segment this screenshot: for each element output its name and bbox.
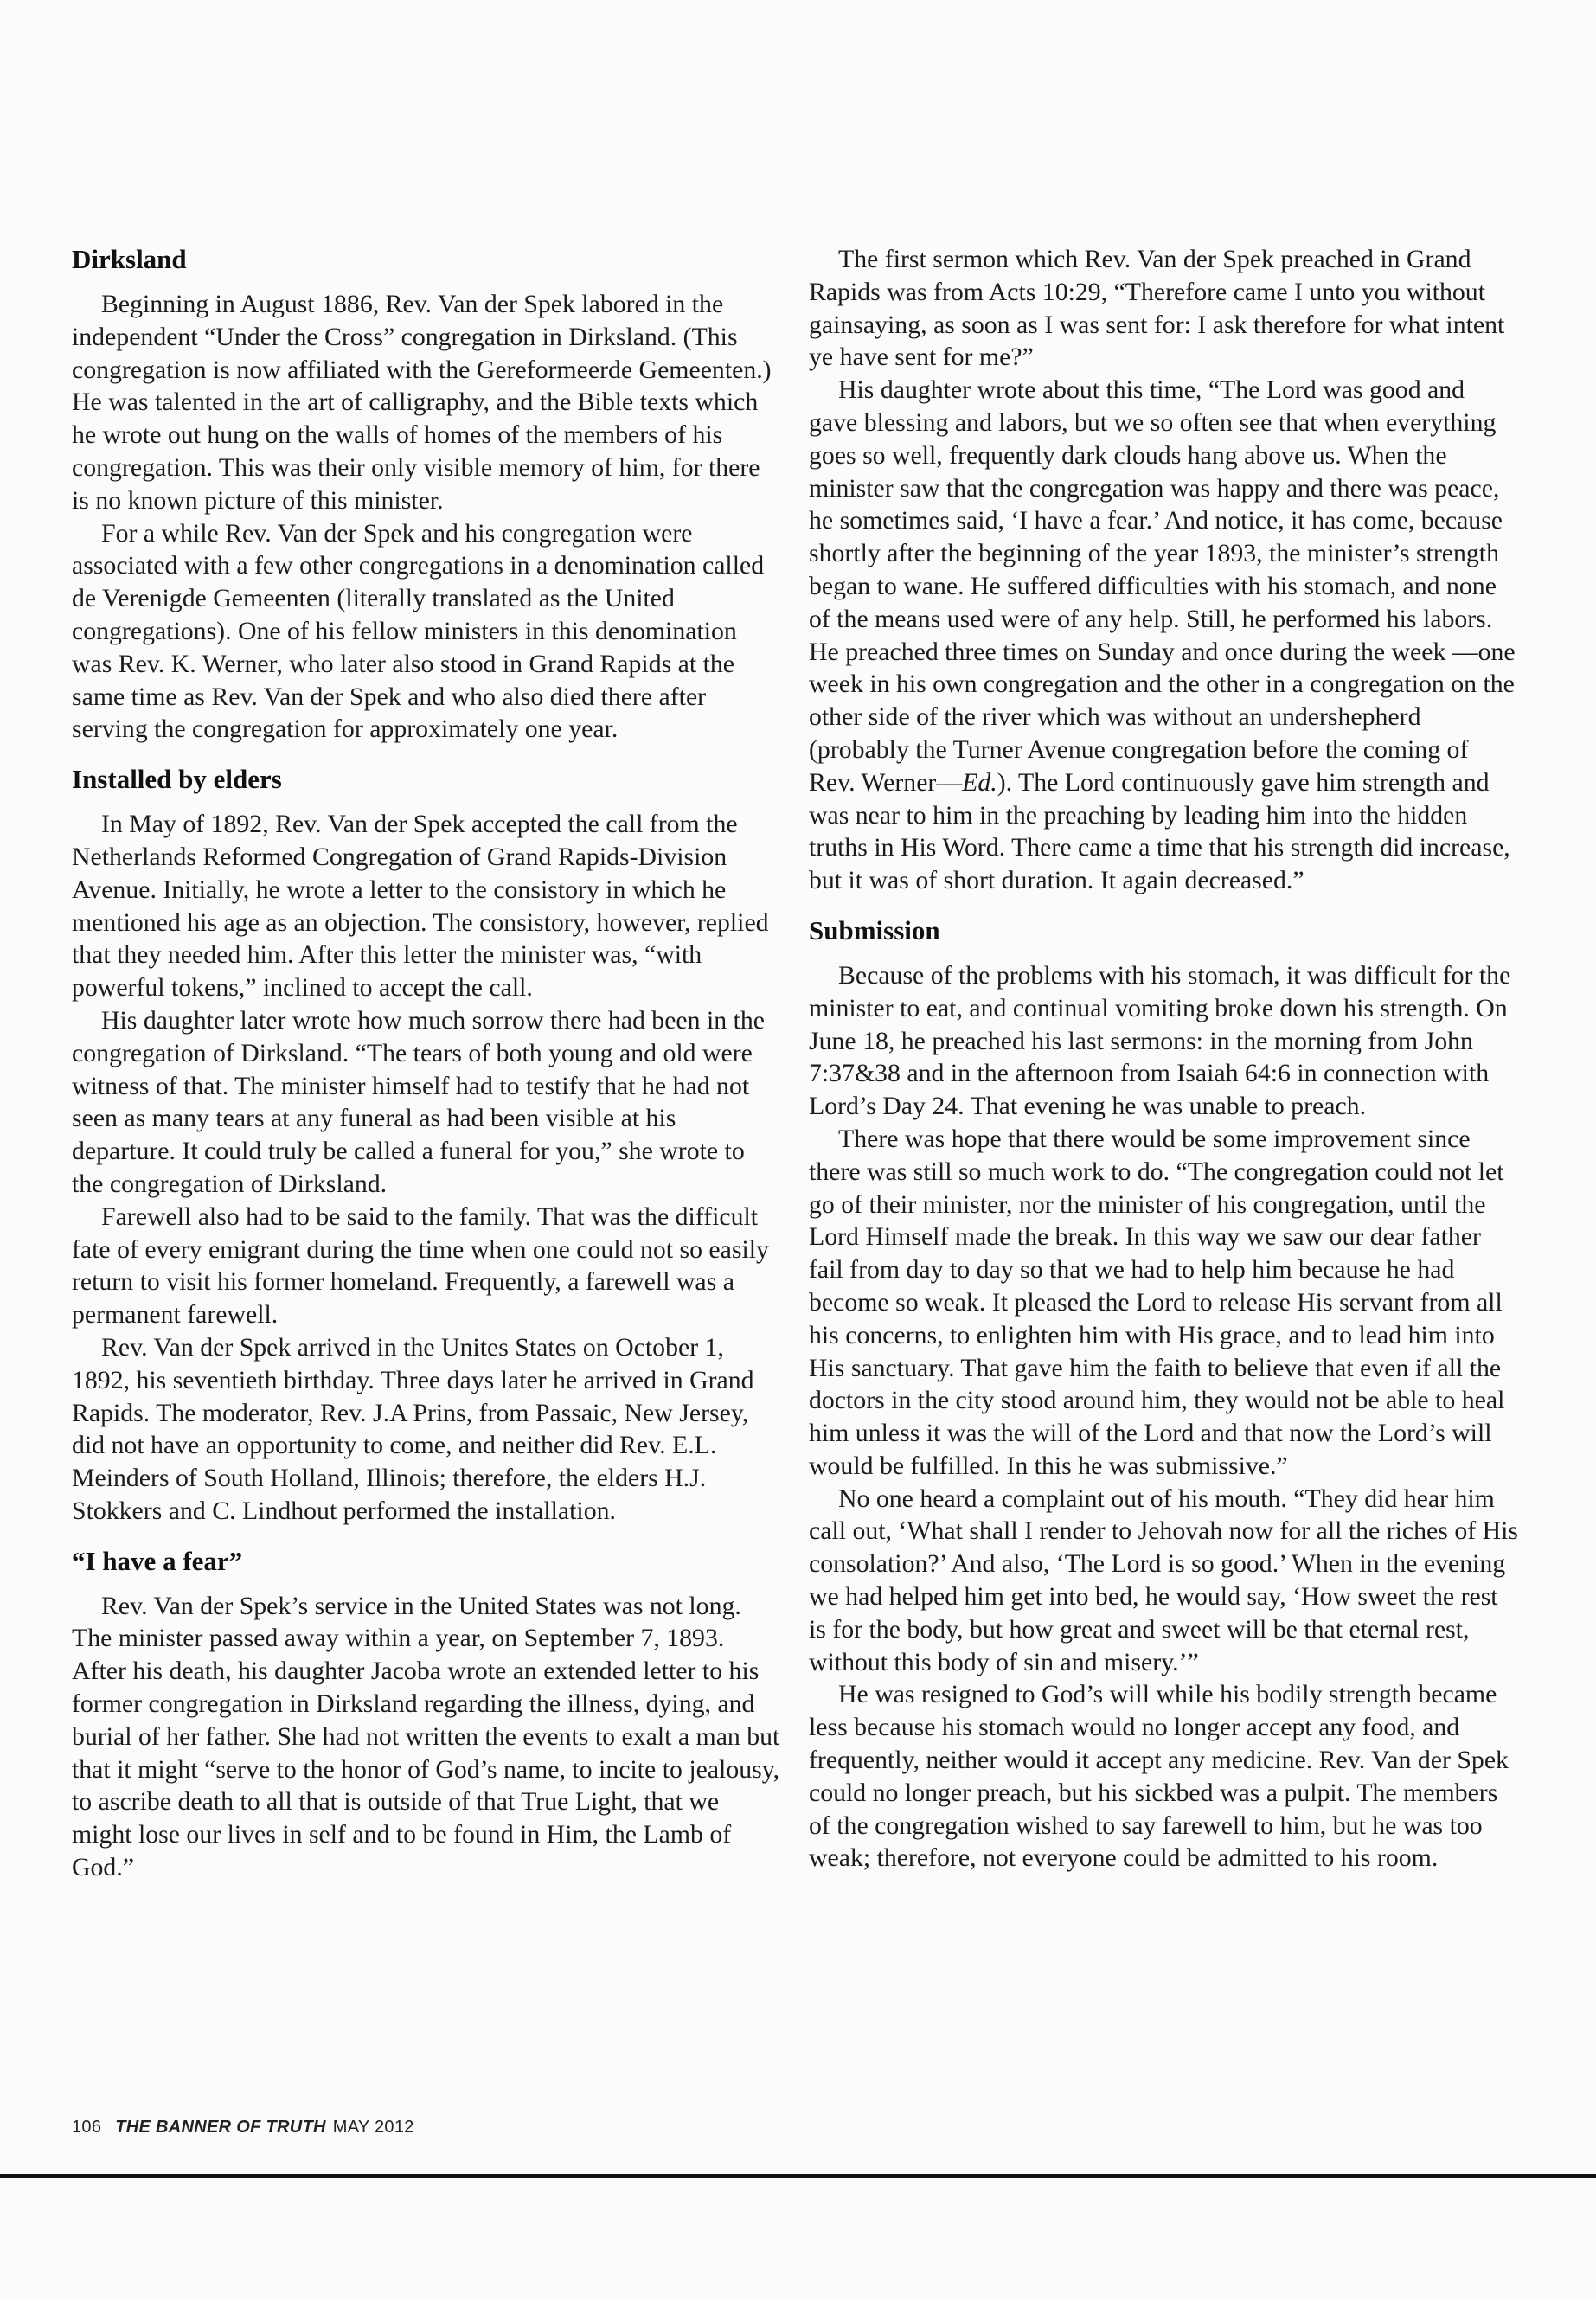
paragraph <box>809 374 1518 897</box>
paragraph: There was hope that there would be some improvement since there was still so much work to do. “The congregation could not let go of their minister, nor the minister of his congregation, until the Lord Himself made the break. In this way we saw our dear father fail from day to day so that we had to help him because he had become so weak. It pleased the Lord to release His servant from all his concerns, to enlighten him with His grace, and to lead him into His sanctuary. That gave him the faith to believe that even if all the doctors in the city stood around him, they would not be able to heal him unless it was the will of the Lord and that now the Lord’s will would be fulfilled. In this he was submissive.” <box>809 1124 1505 1480</box>
paragraph-text: His daughter wrote about this time, “The Lord was good and gave blessing and labors, but we so often see that when everything goes so well, frequently dark clouds hang above us. When the minister saw that the congregation was happy and there was peace, he sometimes said, ‘I have a fear.’ And notice, it has come, because shortly after the beginning of the year 1893, the minister’s strength began to wane. He suffered difficulties with his stomach, and none of the means used were of any help. Still, he performed his labors. He preached three times on Sunday and once during the week —one week in his own congregation and the other in a congregation on the other side of the river which was without an undershepherd (probably the Turner Avenue congregation before the coming of Rev. Werner— <box>809 375 1516 797</box>
bottom-rule <box>0 2174 1596 2178</box>
paragraph-text: ). The Lord continuously gave him strength and was near to him in the preaching by leading him into the hidden truths in His Word. There came a time that his strength did increase, but it was of short duration. It again decreased.” <box>809 767 1510 895</box>
left-column <box>72 243 781 1884</box>
paragraph: For a while Rev. Van der Spek and his congregation were associated with a few other congregations in a denomination called de Verenigde Gemeenten (literally translated as the United congregations). One of his fellow ministers in this denomination was Rev. K. Werner, who later also stood in Grand Rapids at the same time as Rev. Van der Spek and who also died there after serving the congregation for approximately one year. <box>72 518 765 744</box>
section-heading-i-have-a-fear: “I have a fear” <box>72 1545 243 1576</box>
paragraph: Rev. Van der Spek arrived in the Unites States on October 1, 1892, his seventieth birthday. Three days later he arrived in Grand Rapids. The moderator, Rev. J.A Prins, from Passaic, New Jersey, did not have an opportunity to come, and neither did Rev. E.L. Meinders of South Holland, Illinois; therefore, the elders H.J. Stokkers and C. Lindhout performed the installation. <box>72 1332 754 1525</box>
page-number: 106 <box>72 2118 102 2137</box>
paragraph: He was resigned to God’s will while his bodily strength became less because his stomach would no longer accept any food, and frequently, neither would it accept any medicine. Rev. Van der Spek could no longer preach, but his sickbed was a pulpit. The members of the congregation wished to say farewell to him, but he was too weak; therefore, not everyone could be admitted to his room. <box>809 1680 1509 1873</box>
magazine-title: THE BANNER OF TRUTH <box>115 2118 326 2137</box>
issue-date: MAY 2012 <box>332 2118 414 2137</box>
page-footer <box>72 2118 414 2138</box>
section-heading-dirksland: Dirksland <box>72 244 187 274</box>
paragraph: Rev. Van der Spek’s service in the United States was not long. The minister passed away within a year, on September 7, 1893. After his death, his daughter Jacoba wrote an extended letter to his former congregation in Dirksland regarding the illness, dying, and burial of her father. She had not written the events to exalt a man but that it might “serve to the honor of God’s name, to incite to jealousy, to ascribe death to all that is outside of that True Light, that we might lose our lives in self and to be found in Him, the Lamb of God.” <box>72 1591 780 1882</box>
editor-note: Ed. <box>962 767 997 797</box>
paragraph: His daughter later wrote how much sorrow there had been in the congregation of Dirksland. “The tears of both young and old were witness of that. The minister himself had to testify that he had not seen as many tears at any funeral as had been visible at his departure. It could truly be called a funeral for you,” she wrote to the congregation of Dirksland. <box>72 1005 766 1198</box>
right-column <box>809 243 1518 1875</box>
paragraph: Because of the problems with his stomach, it was difficult for the minister to eat, and continual vomiting broke down his strength. On June 18, he preached his last sermons: in the morning from John 7:37&38 and in the afternoon from Isaiah 64:6 in connection with Lord’s Day 24. That evening he was unable to preach. <box>809 960 1511 1121</box>
paragraph: In May of 1892, Rev. Van der Spek accepted the call from the Netherlands Reformed Congregation of Grand Rapids-Division Avenue. Initially, he wrote a letter to the consistory in which he mentioned his age as an objection. The consistory, however, replied that they needed him. After this letter the minister was, “with powerful tokens,” inclined to accept the call. <box>72 810 769 1003</box>
section-heading-installed-by-elders: Installed by elders <box>72 764 282 795</box>
paragraph: Beginning in August 1886, Rev. Van der Spek labored in the independent “Under the Cross” congregation in Dirksland. (This congregation is now affiliated with the Gereformeerde Gemeenten.) He was talented in the art of calligraphy, and the Bible texts which he wrote out hung on the walls of homes of the members of his congregation. This was their only visible memory of him, for there is no known picture of this minister. <box>72 290 772 515</box>
paragraph: The first sermon which Rev. Van der Spek preached in Grand Rapids was from Acts 10:29, “Therefore came I unto you without gainsaying, as soon as I was sent for: I ask therefore for what intent ye have sent for me?” <box>809 245 1505 372</box>
paragraph: No one heard a complaint out of his mouth. “They did hear him call out, ‘What shall I render to Jehovah now for all the riches of His consolation?’ And also, ‘The Lord is so good.’ When in the evening we had helped him get into bed, he would say, ‘How sweet the rest is for the body, but how great and sweet will be that eternal rest, without this body of sin and misery.’” <box>809 1484 1518 1676</box>
paragraph: Farewell also had to be said to the family. That was the difficult fate of every emigrant during the time when one could not so easily return to visit his former homeland. Frequently, a farewell was a permanent farewell. <box>72 1202 769 1330</box>
section-heading-submission: Submission <box>809 914 940 945</box>
